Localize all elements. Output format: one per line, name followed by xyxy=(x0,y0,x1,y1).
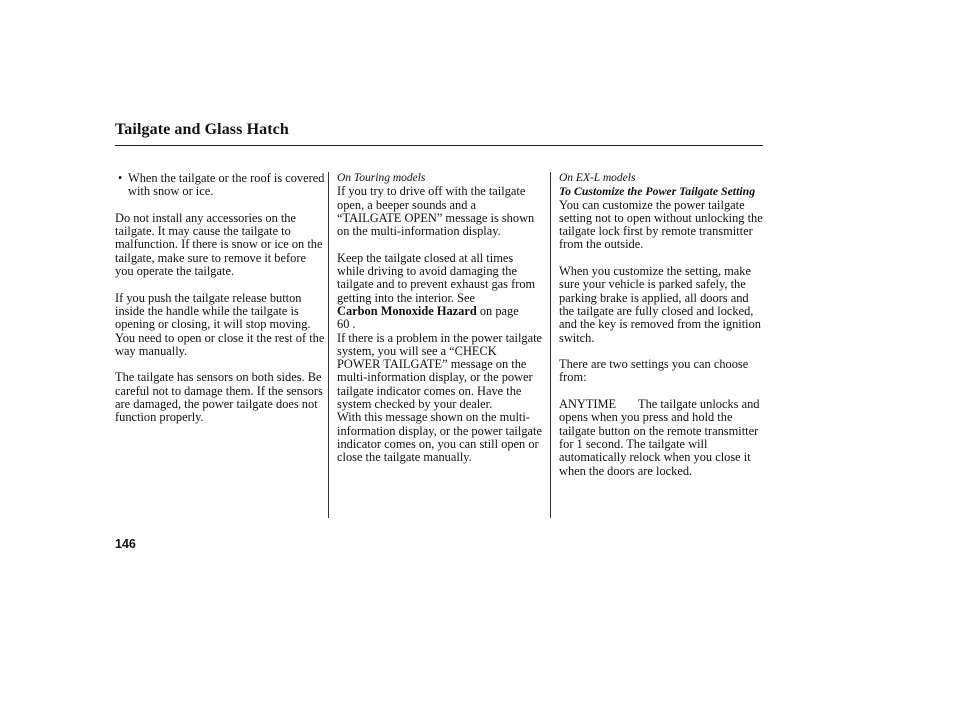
settings-intro-paragraph: There are two settings you can choose from: xyxy=(559,357,749,385)
page-number: 146 xyxy=(115,537,136,551)
manual-paragraph: With this message shown on the multi-information display, or the power tailgate indicator comes on, you can still open or close the tailgate manually. xyxy=(337,410,542,465)
on-page-text: on page xyxy=(476,303,519,318)
anytime-description: The tailgate unlocks and opens when you press and hold the tailgate button on the remote transmitter for 1 second. The tailgate will automatically relock when you close it when the doors are locked. xyxy=(559,397,760,478)
safety-paragraph: When you customize the setting, make sure your vehicle is parked safely, the parking brake is applied, all doors and the tailgate are fully closed and locked, and the key is removed from the ignition switch. xyxy=(559,264,761,345)
page-reference: 60 . xyxy=(337,317,356,332)
exl-model-tag: On EX-L models xyxy=(559,172,636,184)
bullet-text: When the tailgate or the roof is covered with snow or ice. xyxy=(128,171,325,199)
keep-closed-paragraph xyxy=(337,252,543,332)
touring-model-tag: On Touring models xyxy=(337,172,426,184)
column-divider-1 xyxy=(328,172,329,518)
anytime-paragraph xyxy=(559,398,765,478)
carbon-monoxide-link[interactable]: Carbon Monoxide Hazard xyxy=(337,303,477,318)
page-title: Tailgate and Glass Hatch xyxy=(115,121,289,138)
bullet-item xyxy=(115,172,325,199)
accessories-paragraph: Do not install any accessories on the tailgate. It may cause the tailgate to malfunction. If there is snow or ice on the tailgate, make sure to remove it before you operate the tailgate. xyxy=(115,210,323,279)
customize-subheading: To Customize the Power Tailgate Setting xyxy=(559,184,756,199)
column-1 xyxy=(115,172,325,425)
problem-paragraph: If there is a problem in the power tailgate system, you will see a “CHECK POWER TAILGATE” message on the multi-information display, or the power tailgate indicator comes on. Have the system checked by your dealer. xyxy=(337,330,543,412)
release-button-paragraph: If you push the tailgate release button inside the handle while the tailgate is opening or closing, it will stop moving. You need to open or close it the rest of the way manually. xyxy=(115,290,325,358)
sensors-paragraph: The tailgate has sensors on both sides. Be careful not to damage them. If the sensors are damaged, the power tailgate does not function properly. xyxy=(115,370,323,425)
customize-paragraph: You can customize the power tailgate setting not to open without unlocking the tailgate lock first by remote transmitter from the outside. xyxy=(559,197,763,252)
column-divider-2 xyxy=(550,172,551,518)
column-2 xyxy=(337,172,543,465)
anytime-term: ANYTIME xyxy=(559,397,617,412)
column-3 xyxy=(559,172,765,478)
bullet-icon: • xyxy=(118,171,123,185)
keep-closed-text: Keep the tailgate closed at all times while driving to avoid damaging the tailgate and to prevent exhaust gas from getting into the interior. See xyxy=(337,250,536,305)
title-rule xyxy=(115,145,763,146)
beeper-paragraph: If you try to drive off with the tailgate open, a beeper sounds and a “TAILGATE OPEN” message is shown on the multi-information display. xyxy=(337,184,535,239)
